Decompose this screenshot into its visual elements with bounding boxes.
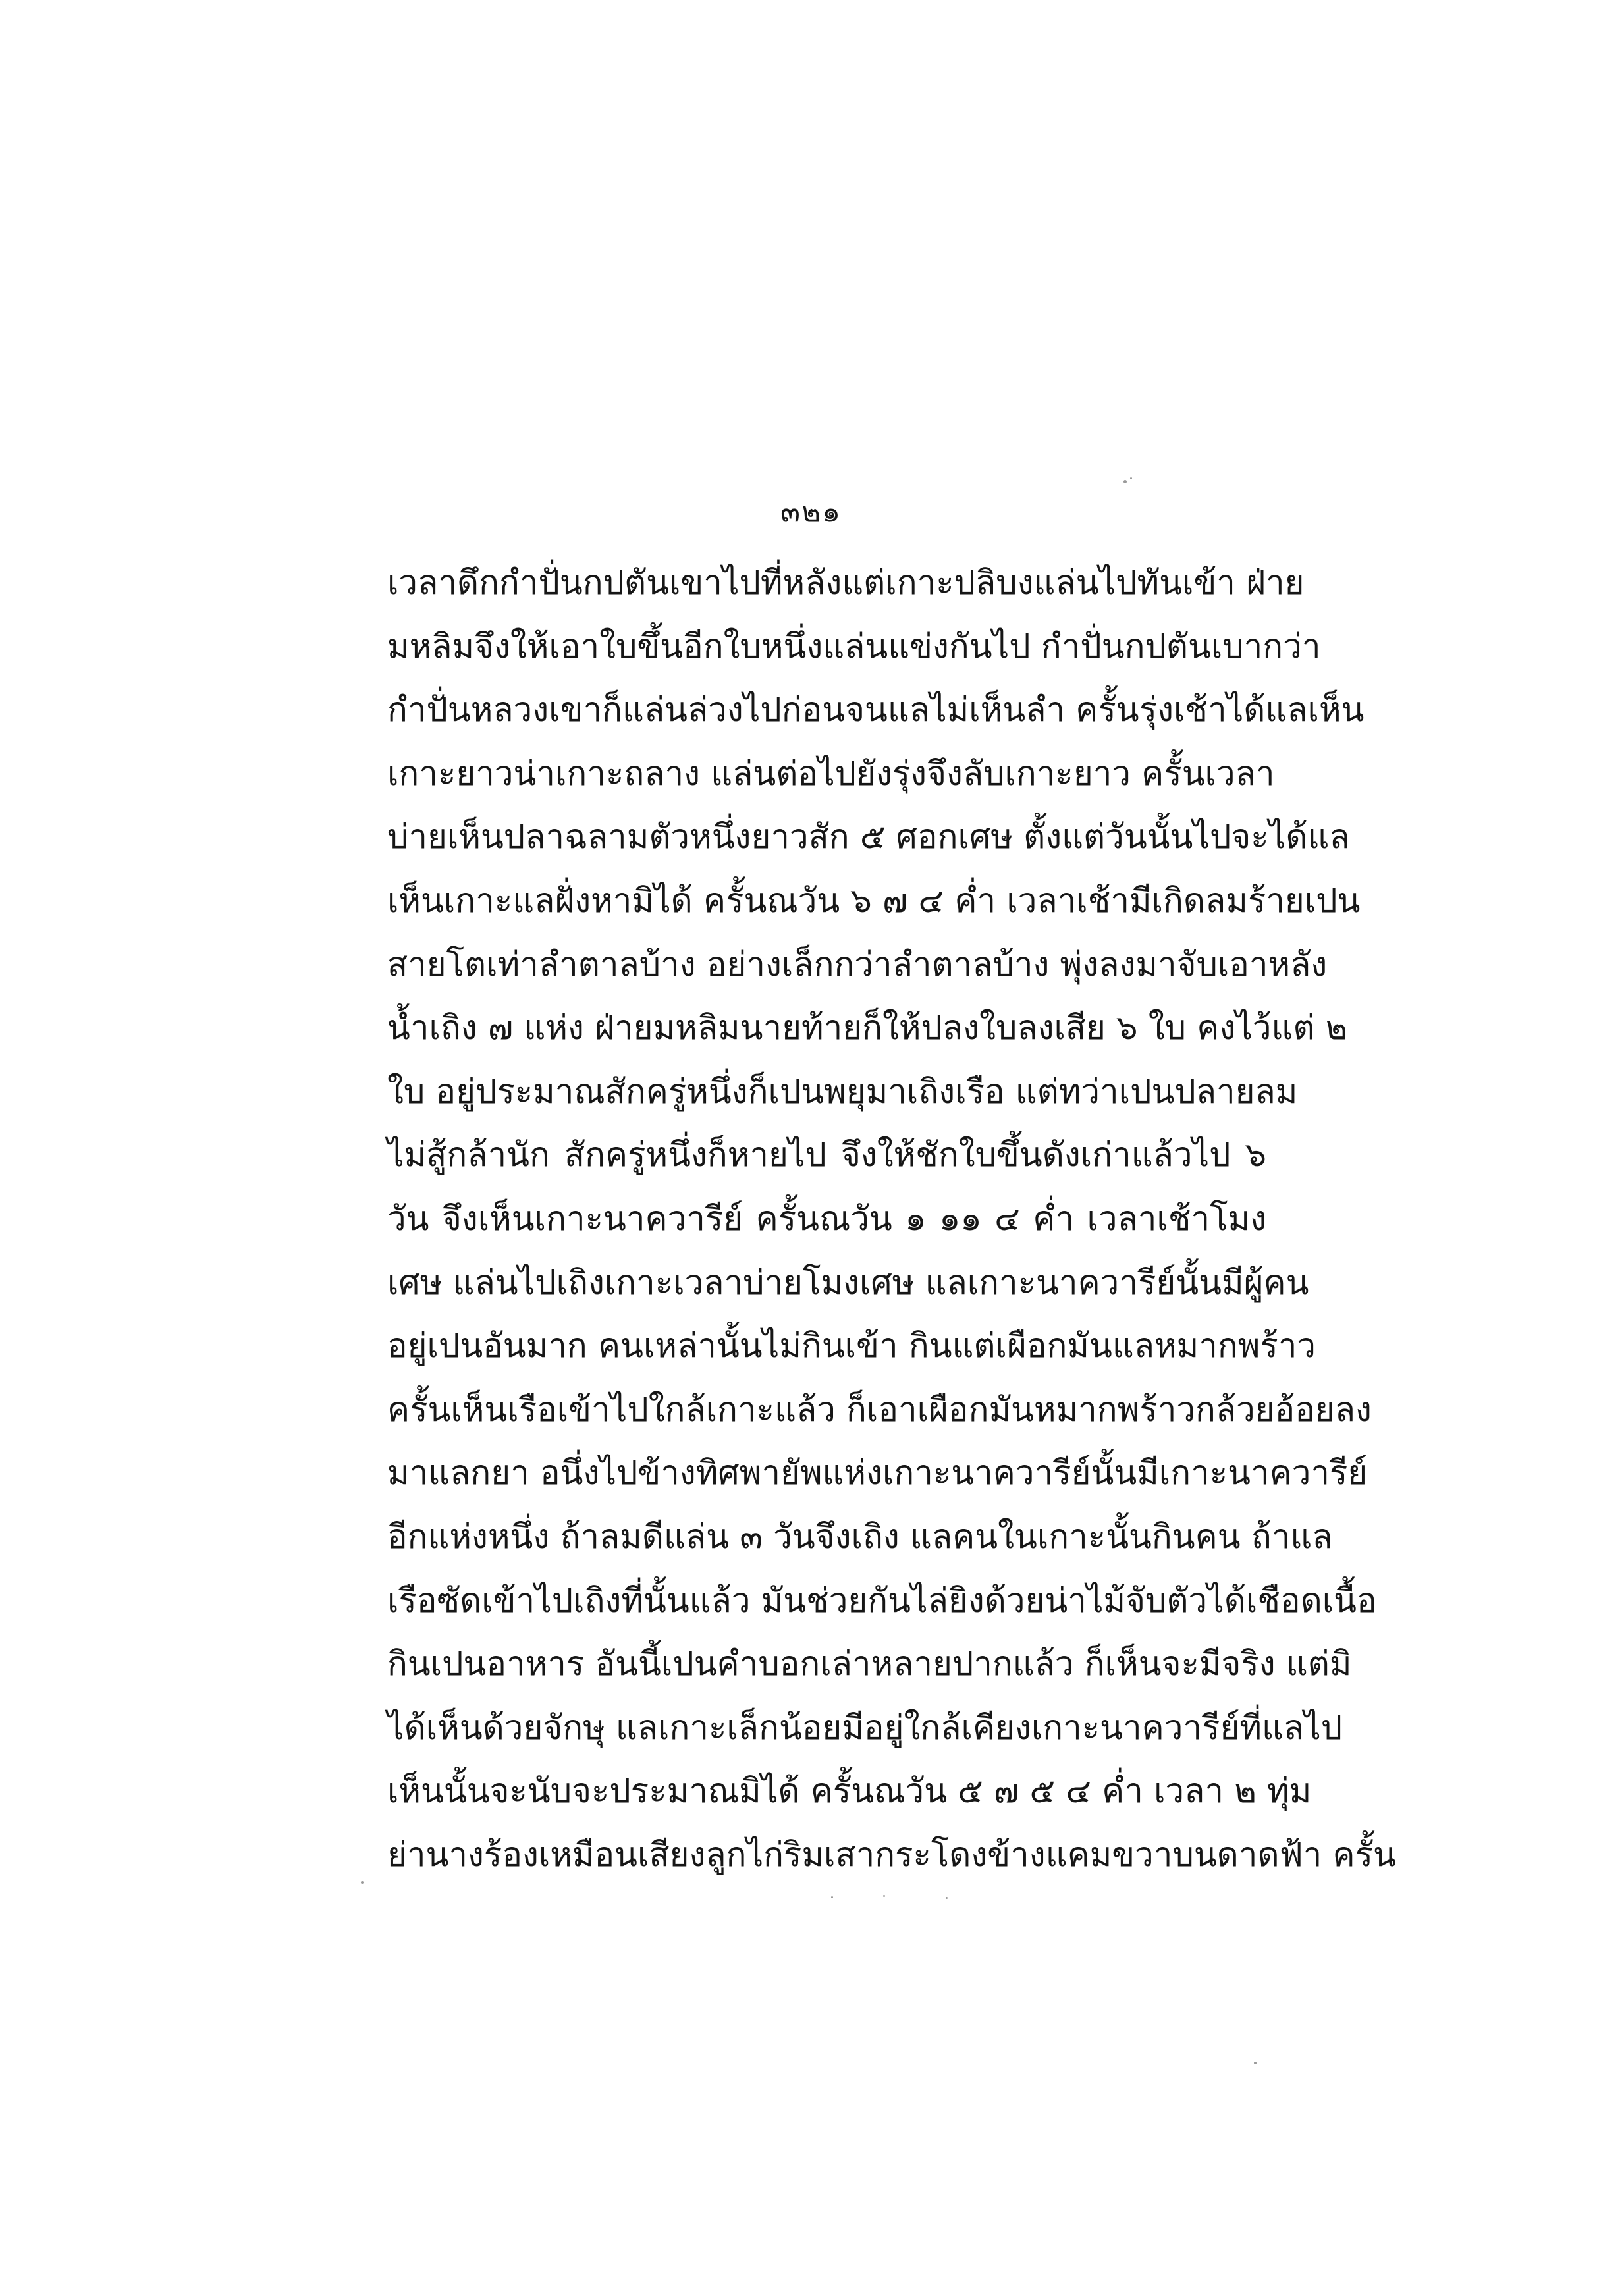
text-line: เกาะยาวน่าเกาะถลาง แล่นต่อไปยังรุ่งจึงลับเกาะยาว ครั้นเวลา <box>387 754 1275 793</box>
text-line: เรือซัดเข้าไปเถิงที่นั้นแล้ว มันช่วยกันไล่ยิงด้วยน่าไม้จับตัวได้เชือดเนื้อ <box>387 1581 1377 1620</box>
scan-speck <box>1254 2062 1257 2064</box>
scan-speck <box>1130 477 1132 479</box>
scan-speck <box>946 1897 948 1899</box>
text-line: กินเปนอาหาร อันนี้เปนคำบอกเล่าหลายปากแล้ว ก็เห็นจะมีจริง แต่มิ <box>387 1645 1352 1684</box>
text-line: ใบ อยู่ประมาณสักครู่หนึ่งก็เปนพยุมาเถิงเรือ แต่ทว่าเปนปลายลม <box>387 1072 1298 1111</box>
text-line: ได้เห็นด้วยจักษุ แลเกาะเล็กน้อยมีอยู่ใกล้เคียงเกาะนาควารีย์ที่แลไป <box>387 1708 1343 1748</box>
text-line: เห็นเกาะแลฝั่งหามิได้ ครั้นณวัน ๖ ๗ ๔ ค่ำ เวลาเช้ามีเกิดลมร้ายเปน <box>387 881 1361 921</box>
scan-speck <box>831 1896 833 1898</box>
text-line: อยู่เปนอันมาก คนเหล่านั้นไม่กินเข้า กินแต่เผือกมันแลหมากพร้าว <box>387 1327 1316 1366</box>
text-line: มาแลกยา อนึ่งไปข้างทิศพายัพแห่งเกาะนาควารีย์นั้นมีเกาะนาควารีย์ <box>387 1454 1368 1493</box>
text-line: สายโตเท่าลำตาลบ้าง อย่างเล็กกว่าลำตาลบ้าง พุ่งลงมาจับเอาหลัง <box>387 945 1328 984</box>
scan-speck <box>1123 480 1127 483</box>
text-line: ครั้นเห็นเรือเข้าไปใกล้เกาะแล้ว ก็เอาเผือกมันหมากพร้าวกล้วยอ้อยลง <box>387 1390 1372 1429</box>
page-number: ๓๒๑ <box>780 495 842 529</box>
scan-speck <box>883 1895 885 1897</box>
text-line: มหลิมจึงให้เอาใบขึ้นอีกใบหนึ่งแล่นแข่งกันไป กำปั่นกปตันเบากว่า <box>387 627 1321 666</box>
text-line: ไม่สู้กล้านัก สักครู่หนึ่งก็หายไป จึงให้ชักใบขึ้นดังเก่าแล้วไป ๖ <box>387 1136 1266 1175</box>
text-line: วัน จึงเห็นเกาะนาควารีย์ ครั้นณวัน ๑ ๑๑ ๔ ค่ำ เวลาเช้าโมง <box>387 1199 1266 1239</box>
text-line: อีกแห่งหนึ่ง ถ้าลมดีแล่น ๓ วันจึงเถิง แลคนในเกาะนั้นกินคน ถ้าแล <box>387 1517 1333 1557</box>
text-line: เวลาดึกกำปั่นกปตันเขาไปที่หลังแต่เกาะปลิบงแล่นไปทันเข้า ฝ่าย <box>387 564 1305 602</box>
body-text <box>387 552 1396 1887</box>
text-line: เห็นนั้นจะนับจะประมาณมิได้ ครั้นณวัน ๕ ๗ ๕ ๔ ค่ำ เวลา ๒ ทุ่ม <box>387 1772 1312 1811</box>
text-line: บ่ายเห็นปลาฉลามตัวหนึ่งยาวสัก ๕ ศอกเศษ ตั้งแต่วันนั้นไปจะได้แล <box>387 818 1350 857</box>
text-line: กำปั่นหลวงเขาก็แล่นล่วงไปก่อนจนแลไม่เห็นลำ ครั้นรุ่งเช้าได้แลเห็น <box>387 691 1365 730</box>
text-line: น้ำเถิง ๗ แห่ง ฝ่ายมหลิมนายท้ายก็ให้ปลงใบลงเสีย ๖ ใบ คงไว้แต่ ๒ <box>387 1009 1348 1048</box>
text-line: ย่านางร้องเหมือนเสียงลูกไก่ริมเสากระโดงข้างแคมขวาบนดาดฟ้า ครั้น <box>387 1835 1396 1875</box>
scan-speck <box>361 1881 364 1884</box>
text-line: เศษ แล่นไปเถิงเกาะเวลาบ่ายโมงเศษ แลเกาะนาควารีย์นั้นมีผู้คน <box>387 1263 1309 1302</box>
